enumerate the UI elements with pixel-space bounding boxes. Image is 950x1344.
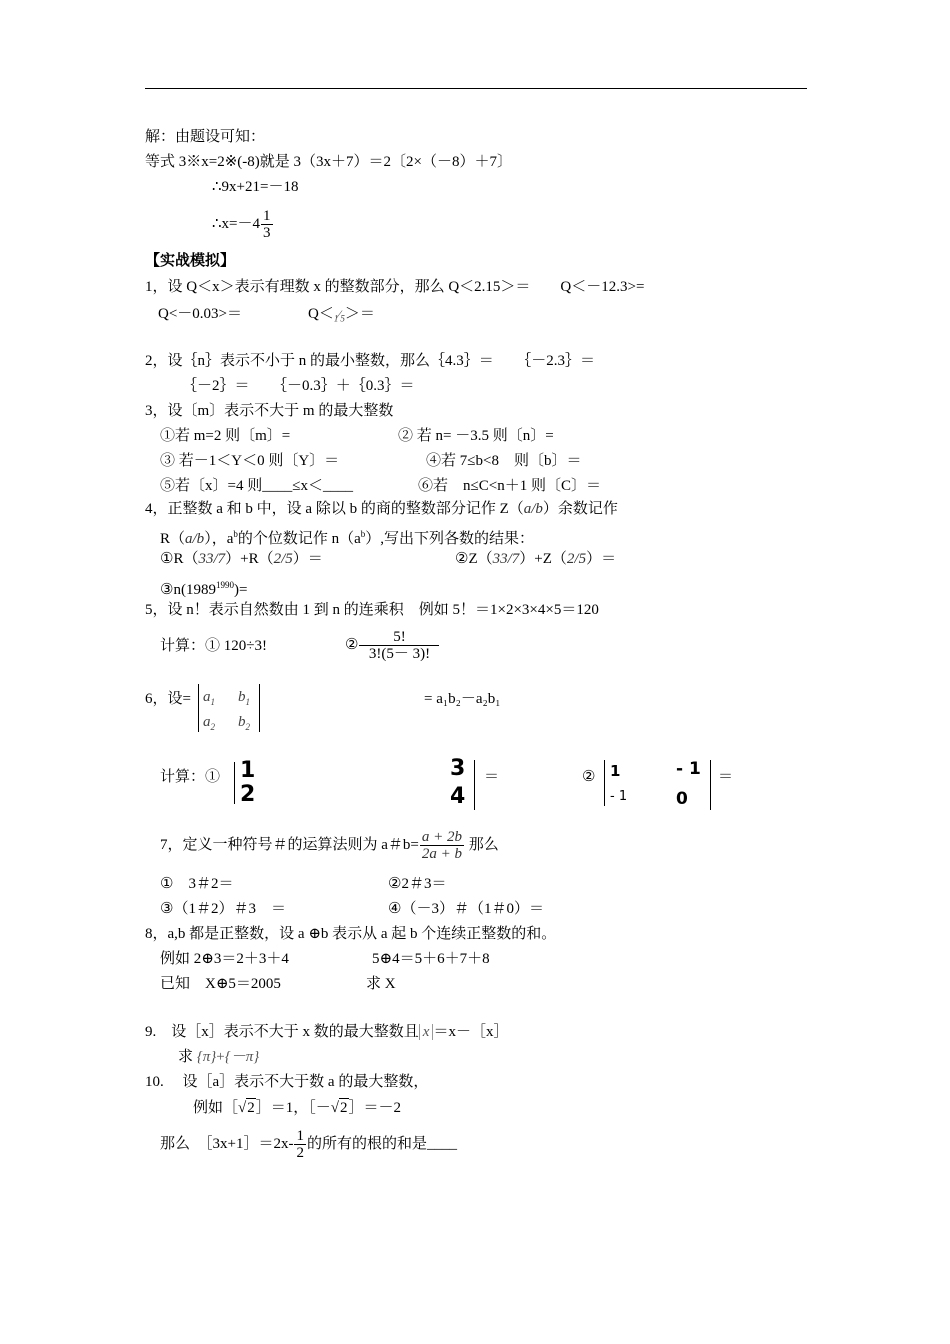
q7-fraction-num: a + 2b xyxy=(421,829,462,846)
sqrt-icon-2: √ xyxy=(330,1100,339,1116)
q6-m1-22: 4 xyxy=(450,784,466,809)
q5-item-2-label: ② xyxy=(345,637,359,653)
q6-m2-12: - 1 xyxy=(676,759,701,779)
q6-b1 xyxy=(238,688,250,711)
q6-m2-22: 0 xyxy=(676,789,688,809)
q7-line xyxy=(160,825,499,865)
q8-line-3a: 已知 X⊕5＝2005 xyxy=(160,976,281,992)
q4-item-3-pre: ③n(1989 xyxy=(160,582,216,598)
q4-line-2 xyxy=(160,525,534,548)
solution-line-3: ∴9x+21=－18 xyxy=(212,179,299,195)
q6-m1-12: 3 xyxy=(450,756,466,781)
q6-m2-21: - 1 xyxy=(610,789,628,804)
q3-item-4: ④若 7≤b<8 则〔b〕＝ xyxy=(426,453,582,469)
q5-calc: 计算：① 120÷3! xyxy=(160,638,267,654)
q10-line-1: 10. 设［a］表示不大于数 a 的最大整数， xyxy=(145,1074,429,1090)
q10-sqrt-1: 2 xyxy=(247,1100,255,1116)
q6-m2-11: 1 xyxy=(610,762,621,780)
q9-plus: + xyxy=(216,1049,225,1065)
q6-eq1: ＝ xyxy=(484,769,500,785)
q9-brace-neg-pi: {－π} xyxy=(224,1049,260,1065)
q4-sup-b: b xyxy=(233,529,238,539)
header-rule xyxy=(145,88,807,89)
q5-fraction-den: 3!(5－ 3)! xyxy=(368,646,431,663)
q4-item-3-post: )= xyxy=(233,582,248,598)
q6-circ2: ② xyxy=(582,769,596,785)
q7-item-4: ④（－3）＃（1＃0）＝ xyxy=(388,901,544,917)
q4-item-2-post: ）＝ xyxy=(586,551,617,567)
q6-calc: 计算：① xyxy=(160,769,221,785)
q10-line-2 xyxy=(193,1098,401,1117)
q7-line-pre: 7，定义一种符号＃的运算法则为 a＃b= xyxy=(160,837,419,853)
q4-frac-33-7: 33/7 xyxy=(198,551,226,567)
q4-item-2-pre: ②Z（ xyxy=(455,551,493,567)
q6-b2 xyxy=(238,713,250,736)
q4-ab-fraction-2: a/b xyxy=(185,531,205,547)
slash-fraction-den: 5 xyxy=(340,313,345,324)
q6-b2-sub: 2 xyxy=(245,722,250,732)
q6-eq2: ＝ xyxy=(718,769,734,785)
solution-line-2: 等式 3※x=2※(-8)就是 3（3x＋7）＝2〔2×（－8）＋7〕 xyxy=(145,154,512,170)
q4-ab-fraction: a/b xyxy=(523,501,543,517)
q8-line-2b: 5⊕4＝5＋6＋7＋8 xyxy=(372,951,490,967)
q7-item-1: ① 3＃2＝ xyxy=(160,876,234,892)
q4-item-1-post: ）＝ xyxy=(292,551,323,567)
q4-item-3 xyxy=(160,576,247,599)
q9-line-1-pre: 9. 设［x］表示不大于 x 数的最大整数且 xyxy=(145,1024,419,1040)
q10-fraction-num: 1 xyxy=(296,1128,304,1145)
q10-line-3 xyxy=(160,1124,457,1164)
q4-item-2-mid: ）+Z（ xyxy=(519,551,567,567)
q4-line-2-mid2: 的个位数记作 n（a xyxy=(237,531,361,547)
q9-line-1-post: ＝x－［x］ xyxy=(433,1024,509,1040)
q6-a1-letter: a xyxy=(203,689,211,705)
q7-fraction xyxy=(420,829,464,862)
q6-b1-letter: b xyxy=(238,689,246,705)
q2-line-2: ｛－2｝＝ ｛－0.3｝＋｛0.3｝＝ xyxy=(182,378,415,394)
q9-line-1 xyxy=(145,1023,508,1041)
q10-line-2-pre: 例如［ xyxy=(193,1100,239,1116)
q2-line-1: 2，设｛n｝表示不小于 n 的最小整数，那么｛4.3｝＝ ｛－2.3｝＝ xyxy=(145,353,596,369)
q1-line-2b xyxy=(308,305,375,327)
q10-fraction-den: 2 xyxy=(296,1145,304,1162)
solution-line-1: 解：由题设可知： xyxy=(145,129,266,145)
q4-item-1 xyxy=(160,550,323,568)
q6-a2-sub: 2 xyxy=(210,722,215,732)
q4-line-2-pre: R（ xyxy=(160,531,186,547)
q4-sup-b-2: b xyxy=(360,529,366,539)
q10-sqrt-2: 2 xyxy=(340,1100,348,1116)
fraction xyxy=(261,208,273,241)
q3-item-6: ⑥若 n≤C<n＋1 则〔C〕＝ xyxy=(418,478,601,494)
fraction-numerator: 1 xyxy=(263,208,271,225)
q10-fraction xyxy=(294,1128,306,1161)
q4-frac-2-5: 2/5 xyxy=(273,551,293,567)
q9-pi2: －π xyxy=(230,1049,254,1065)
q6-a1 xyxy=(203,688,215,711)
q8-line-2a: 例如 2⊕3＝2＋3＋4 xyxy=(160,951,289,967)
slash-fraction-num: 1 xyxy=(333,313,339,324)
solution-line-4 xyxy=(212,204,274,244)
q5-fraction xyxy=(359,629,439,662)
q8-line-1: 8，a,b 都是正整数，设 a ⊕b 表示从 a 起 b 个连续正整数的和。 xyxy=(145,926,557,942)
slash-fraction: $_1⁄_5$ xyxy=(333,307,345,324)
q10-line-2-post: ］＝－2 xyxy=(348,1100,402,1116)
q9-line-2 xyxy=(178,1048,259,1066)
q9-line-2-pre: 求 xyxy=(178,1049,194,1065)
q8-line-3b: 求 X xyxy=(366,976,396,992)
q7-item-2: ②2＃3＝ xyxy=(388,876,447,892)
section-title: 【实战模拟】 xyxy=(145,253,236,269)
q1-line-2b-pre: Q＜ xyxy=(308,306,334,322)
q10-line-3-pre: 那么 ［3x+1］＝2x- xyxy=(160,1136,294,1152)
q4-line-2-mid: ），a xyxy=(204,531,234,547)
q6-b1-sub: 1 xyxy=(245,697,250,707)
q1-line-1: 1，设 Q＜x＞表示有理数 x 的整数部分，那么 Q＜2.15＞＝ Q＜－12.3>= xyxy=(145,279,645,295)
q1-line-2a: Q<－0.03>＝ xyxy=(158,306,243,322)
q4-item-1-pre: ①R（ xyxy=(160,551,199,567)
q6-a2-letter: a xyxy=(203,714,211,730)
q6-m1-11: 1 xyxy=(240,758,256,783)
q10-line-2-mid: ］＝1，［－ xyxy=(255,1100,331,1116)
q9-brace-pi: {π} xyxy=(196,1049,217,1065)
q6-m1-left-bar xyxy=(234,762,235,804)
q4-item-3-sup: 1990 xyxy=(215,580,234,590)
q4-item-2 xyxy=(455,550,616,568)
q4-line-1 xyxy=(145,500,618,518)
q5-fraction-num: 5! xyxy=(359,629,439,646)
q4-frac-2-5-b: 2/5 xyxy=(566,551,587,567)
q10-line-3-post: 的所有的根的和是____ xyxy=(306,1136,457,1152)
fraction-denominator: 3 xyxy=(263,225,271,242)
q6-m2-left-bar xyxy=(604,760,605,806)
q6-a1-sub: 1 xyxy=(210,697,215,707)
q6-m1-right-bar xyxy=(474,760,475,810)
q3-item-5: ⑤若〔x〕=4 则____≤x＜____ xyxy=(160,478,353,494)
q3-item-3: ③ 若－1＜Y＜0 则〔Y〕＝ xyxy=(160,453,340,469)
q7-item-3: ③（1＃2）＃3 ＝ xyxy=(160,901,286,917)
sqrt-icon: √ xyxy=(238,1100,247,1116)
q6-a2 xyxy=(203,713,215,736)
q3-item-2: ② 若 n= －3.5 则〔n〕= xyxy=(398,428,554,444)
q9-abs-x: x xyxy=(419,1024,434,1040)
q6-result: = a₁b₂－a₂b₁ xyxy=(424,691,501,707)
q4-line-2-post: ）,写出下列各数的结果： xyxy=(365,531,535,547)
q3-item-1: ①若 m=2 则〔m〕= xyxy=(160,428,291,444)
q5-item-2 xyxy=(345,625,440,665)
q6-b2-letter: b xyxy=(238,714,246,730)
q7-line-post: 那么 xyxy=(468,837,499,853)
q6-label: 6，设= xyxy=(145,691,191,707)
q6-m2-right-bar xyxy=(710,760,711,810)
q6-m1-21: 2 xyxy=(240,782,256,807)
q4-item-1-mid: ）+R（ xyxy=(225,551,274,567)
q4-frac-33-7-b: 33/7 xyxy=(492,551,520,567)
q3-line-1: 3，设〔m〕表示不大于 m 的最大整数 xyxy=(145,403,394,419)
q7-fraction-den: 2a + b xyxy=(421,846,462,863)
q5-line-1: 5，设 n！表示自然数由 1 到 n 的连乘积 例如 5！＝1×2×3×4×5＝120 xyxy=(145,602,599,618)
q4-line-1-pre: 4，正整数 a 和 b 中，设 a 除以 b 的商的整数部分记作 Z（ xyxy=(145,501,524,517)
q4-line-1-post: ）余数记作 xyxy=(542,501,618,517)
q9-pi1: π xyxy=(202,1049,211,1065)
solution-line-4-text: ∴x=－4 xyxy=(212,216,261,232)
q1-line-2b-post: ＞＝ xyxy=(344,306,375,322)
